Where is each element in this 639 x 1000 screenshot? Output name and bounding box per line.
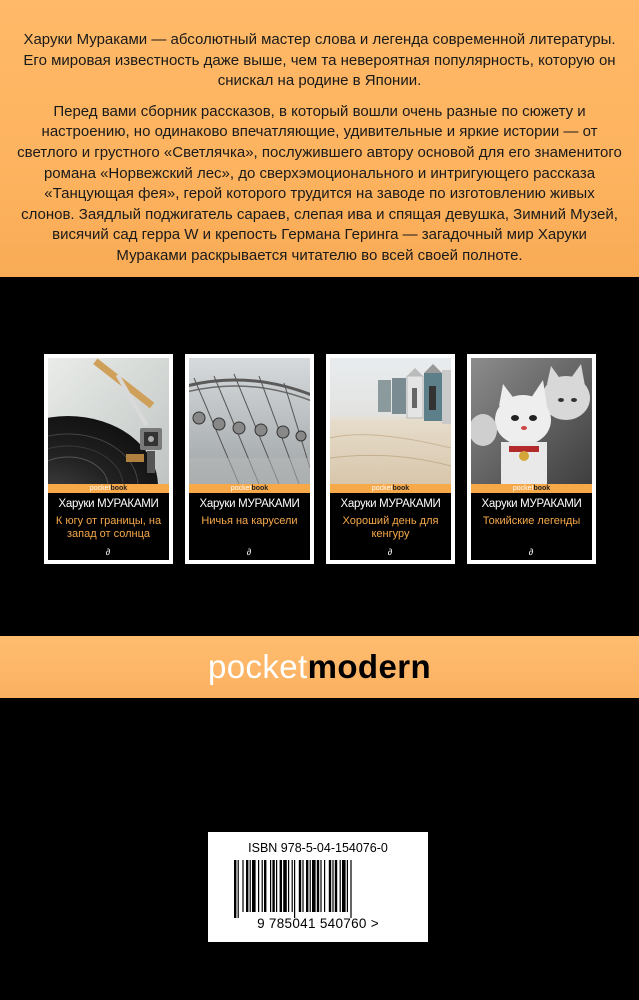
- beach-huts-image: [330, 358, 451, 484]
- isbn-barcode: [208, 832, 428, 942]
- cover-title: Хороший день для кенгуру: [342, 515, 439, 540]
- barcode-bar: [329, 860, 331, 912]
- barcode-bar: [283, 860, 287, 912]
- barcode-bar: [262, 860, 263, 912]
- barcode-digits: 9 785041 540760 >: [257, 916, 379, 931]
- publisher-logo-icon: ∂: [105, 547, 111, 557]
- pocketbook-brand: pocketbook: [330, 484, 451, 493]
- barcode-bar: [288, 860, 289, 912]
- cover-panel: [189, 493, 310, 560]
- barcode-bar: [270, 860, 271, 912]
- annotation-paragraph-2: Перед вами сборник рассказов, в который вошли очень разные по сюжету и настроению, но одинаково впечатляющие, удивительные и яркие истории — от светлого и грустного «Светлячка», послужившего автору основой для его знаменитого романа «Норвежский лес», до сверхэмоционального и интригующего рассказа «Танцующая фея», герой которого трудится на заводе по изготовлению живых слонов. Заядлый поджигатель сараев, слепая ива и спящая девушка, Зимний Музей, висячий сад герра W и крепость Германа Геринга — загадочный мир Харуки Мураками раскрывается читателю во всей своей полноте.: [17, 102, 622, 264]
- ferris-wheel-image: [189, 358, 310, 484]
- barcode-bar: [294, 860, 295, 918]
- publisher-logo-icon: ∂: [387, 547, 393, 557]
- cover-title: Токийские легенды: [482, 515, 581, 527]
- cover-title: К югу от границы, на запад от солнца: [55, 515, 162, 540]
- cover-author: Харуки МУРАКАМИ: [481, 498, 582, 510]
- barcode-bar: [310, 860, 311, 912]
- barcode-bar: [312, 860, 316, 912]
- barcode-bar: [350, 860, 351, 918]
- barcode-bar: [302, 860, 303, 912]
- book-cover-3[interactable]: [326, 354, 455, 564]
- cover-panel: [48, 493, 169, 560]
- barcode-bar: [280, 860, 282, 912]
- barcode-bar: [332, 860, 333, 912]
- lucky-cats-image: [471, 358, 592, 484]
- barcode-bar: [320, 860, 321, 912]
- barcode-bar: [317, 860, 319, 912]
- isbn-label: ISBN 978-5-04-154076-0: [248, 841, 388, 855]
- series-logo-stripe: [0, 636, 639, 698]
- turntable-image: [48, 358, 169, 484]
- barcode-bar: [342, 860, 346, 912]
- annotation-block: [0, 0, 639, 277]
- barcode-bar: [276, 860, 277, 912]
- barcode-bar: [252, 860, 256, 912]
- pocketbook-brand: pocketbook: [189, 484, 310, 493]
- series-covers: [44, 354, 596, 564]
- barcode-bar: [292, 860, 293, 912]
- barcode-bar: [242, 860, 243, 912]
- cover-author: Харуки МУРАКАМИ: [199, 498, 300, 510]
- barcode-bars: [234, 860, 402, 918]
- barcode-bar: [299, 860, 301, 912]
- barcode-bar: [324, 860, 325, 912]
- pocketbook-brand: pocketbook: [471, 484, 592, 493]
- annotation-text: [16, 30, 623, 277]
- barcode-bar: [234, 860, 236, 918]
- book-cover-2[interactable]: [185, 354, 314, 564]
- barcode-bar: [272, 860, 274, 912]
- cover-author: Харуки МУРАКАМИ: [58, 498, 159, 510]
- barcode-bar: [246, 860, 248, 912]
- cover-title: Ничья на карусели: [201, 515, 298, 527]
- cover-panel: [471, 493, 592, 560]
- publisher-logo-icon: ∂: [528, 547, 534, 557]
- annotation-paragraph-1: Харуки Мураками — абсолютный мастер слова и легенда современной литературы. Его мировая известность даже выше, чем та невероятная популярность, которую он снискал на родине в Японии.: [23, 31, 616, 90]
- barcode-bar: [250, 860, 251, 912]
- barcode-bar: [347, 860, 348, 912]
- barcode-bar: [340, 860, 341, 912]
- barcode-bar: [258, 860, 259, 912]
- cover-author: Харуки МУРАКАМИ: [340, 498, 441, 510]
- pocketmodern-logo: pocketmodern: [207, 648, 432, 685]
- barcode-bar: [238, 860, 239, 918]
- cover-panel: [330, 493, 451, 560]
- barcode-bar: [335, 860, 337, 912]
- barcode-bar: [264, 860, 266, 912]
- publisher-logo-icon: ∂: [246, 547, 252, 557]
- pocketbook-brand: pocketbook: [48, 484, 169, 493]
- book-cover-4[interactable]: [467, 354, 596, 564]
- book-cover-1[interactable]: [44, 354, 173, 564]
- barcode-bar: [306, 860, 308, 912]
